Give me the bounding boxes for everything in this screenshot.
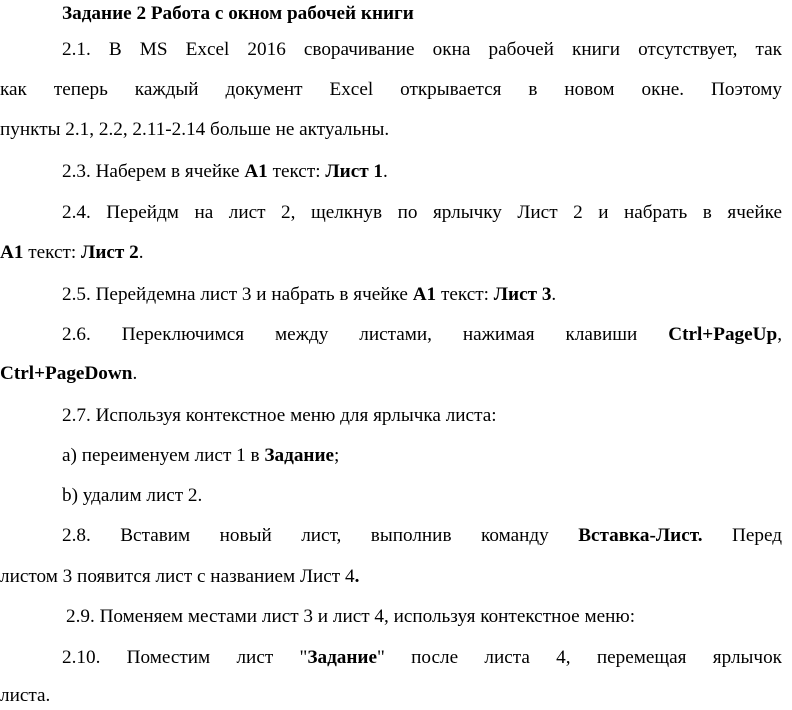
paragraph-2-1-line-3: пункты 2.1, 2.2, 2.11-2.14 больше не актуальны. bbox=[0, 119, 390, 140]
paragraph-2-10-line-1: 2.10. Поместим лист "Задание" после листа 4, перемещая ярлычок bbox=[62, 647, 782, 668]
paragraph-2-4-line-1: 2.4. Перейдм на лист 2, щелкнув по ярлычку Лист 2 и набрать в ячейке bbox=[62, 202, 782, 223]
paragraph-2-1-line-1: 2.1. В MS Excel 2016 сворачивание окна рабочей книги отсутствует, так bbox=[62, 39, 782, 60]
paragraph-2-8-line-1: 2.8. Вставим новый лист, выполнив команду Вставка-Лист. Перед bbox=[62, 525, 783, 546]
paragraph-2-10-line-2: листа. bbox=[0, 685, 51, 706]
paragraph-2-1-line-2: как теперь каждый документ Excel открывается в новом окне. Поэтому bbox=[0, 79, 782, 100]
list-item-b: b) удалим лист 2. bbox=[62, 485, 203, 506]
section-heading: Задание 2 Работа с окном рабочей книги bbox=[62, 3, 414, 24]
paragraph-2-5: 2.5. Перейдемна лист 3 и набрать в ячейке А1 текст: Лист 3. bbox=[62, 284, 557, 305]
list-item-a: а) переименуем лист 1 в Задание; bbox=[62, 445, 340, 466]
paragraph-2-9: 2.9. Поменяем местами лист 3 и лист 4, используя контекстное меню: bbox=[66, 606, 636, 627]
paragraph-2-7: 2.7. Используя контекстное меню для ярлычка листа: bbox=[62, 405, 497, 426]
paragraph-2-4-line-2: А1 текст: Лист 2. bbox=[0, 242, 144, 263]
paragraph-2-8-line-2: листом 3 появится лист с названием Лист 4. bbox=[0, 566, 360, 587]
paragraph-2-6-line-2: Ctrl+PageDown. bbox=[0, 363, 138, 384]
paragraph-2-3: 2.3. Наберем в ячейке А1 текст: Лист 1. bbox=[62, 161, 388, 182]
paragraph-2-6-line-1: 2.6. Переключимся между листами, нажимая клавиши Ctrl+PageUp, bbox=[62, 324, 782, 345]
